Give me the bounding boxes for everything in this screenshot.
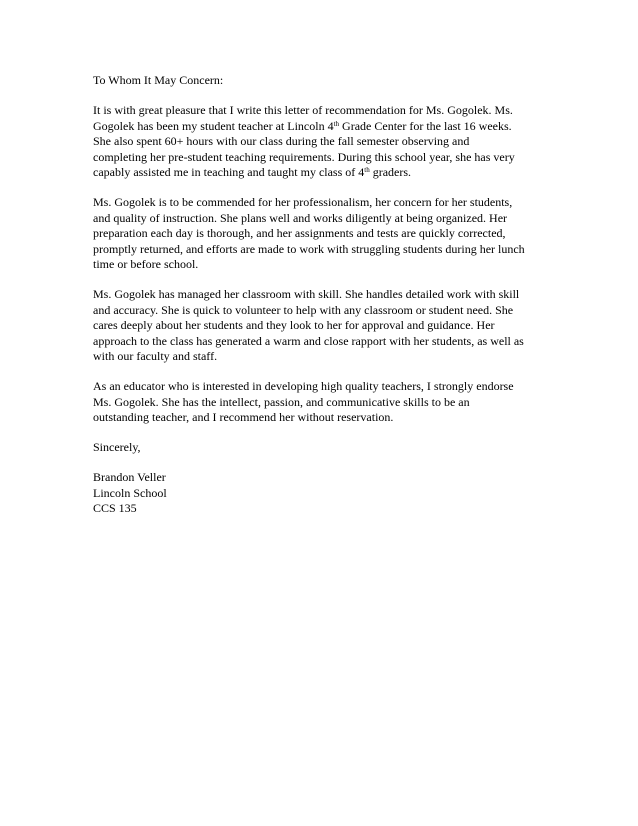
paragraph-line: with our faculty and staff. (93, 349, 218, 363)
ordinal-suffix: th (333, 119, 340, 128)
closing (93, 440, 553, 456)
paragraph-endorsement (93, 379, 553, 426)
signer-school: Lincoln School (93, 485, 167, 500)
closing-text: Sincerely, (93, 440, 141, 454)
paragraph-line (93, 119, 553, 135)
salutation (93, 73, 553, 89)
paragraph-line: and accuracy. She is quick to volunteer to help with any classroom or student need. She (93, 302, 514, 317)
signer-name: Brandon Veller (93, 470, 166, 484)
signer-code: CCS 135 (93, 501, 137, 515)
paragraph-line: She also spent 60+ hours with our class during the fall semester observing and (93, 134, 470, 148)
paragraph-line: Ms. Gogolek. She has the intellect, passion, and communicative skills to be an (93, 394, 470, 409)
paragraph-professionalism (93, 195, 553, 273)
letter-body (93, 73, 553, 517)
paragraph-line (93, 165, 553, 181)
salutation-text: To Whom It May Concern: (93, 73, 224, 87)
paragraph-classroom-management (93, 287, 553, 365)
paragraph-line: and quality of instruction. She plans well and works diligently at being organized. Her (93, 210, 508, 225)
paragraph-introduction (93, 103, 553, 181)
line-text: Grade Center for the last 16 weeks. (339, 118, 512, 133)
paragraph-line: approach to the class has generated a warm and close rapport with her students, as well as (93, 333, 524, 348)
paragraph-line: time or before school. (93, 257, 199, 271)
paragraph-line: promptly returned, and efforts are made to work with struggling students during her lunch (93, 241, 525, 256)
paragraph-line: Ms. Gogolek is to be commended for her professionalism, her concern for her students, (93, 195, 513, 209)
line-text: Gogolek has been my student teacher at Lincoln 4 (93, 118, 334, 133)
line-text: graders. (369, 165, 412, 179)
signature-block (93, 470, 553, 517)
paragraph-line: outstanding teacher, and I recommend her without reservation. (93, 410, 394, 424)
paragraph-line: Ms. Gogolek has managed her classroom with skill. She handles detailed work with skill (93, 287, 520, 301)
paragraph-line: It is with great pleasure that I write this letter of recommendation for Ms. Gogolek. Ms. (93, 103, 513, 117)
paragraph-line: As an educator who is interested in developing high quality teachers, I strongly endorse (93, 379, 514, 393)
paragraph-line: completing her pre-student teaching requirements. During this school year, she has very (93, 149, 515, 164)
ordinal-suffix: th (364, 166, 370, 174)
line-text: capably assisted me in teaching and taught my class of 4 (93, 165, 365, 179)
paragraph-line: preparation each day is thorough, and her assignments and tests are quickly corrected, (93, 226, 506, 240)
paragraph-line: cares deeply about her students and they look to her for approval and guidance. Her (93, 318, 495, 332)
